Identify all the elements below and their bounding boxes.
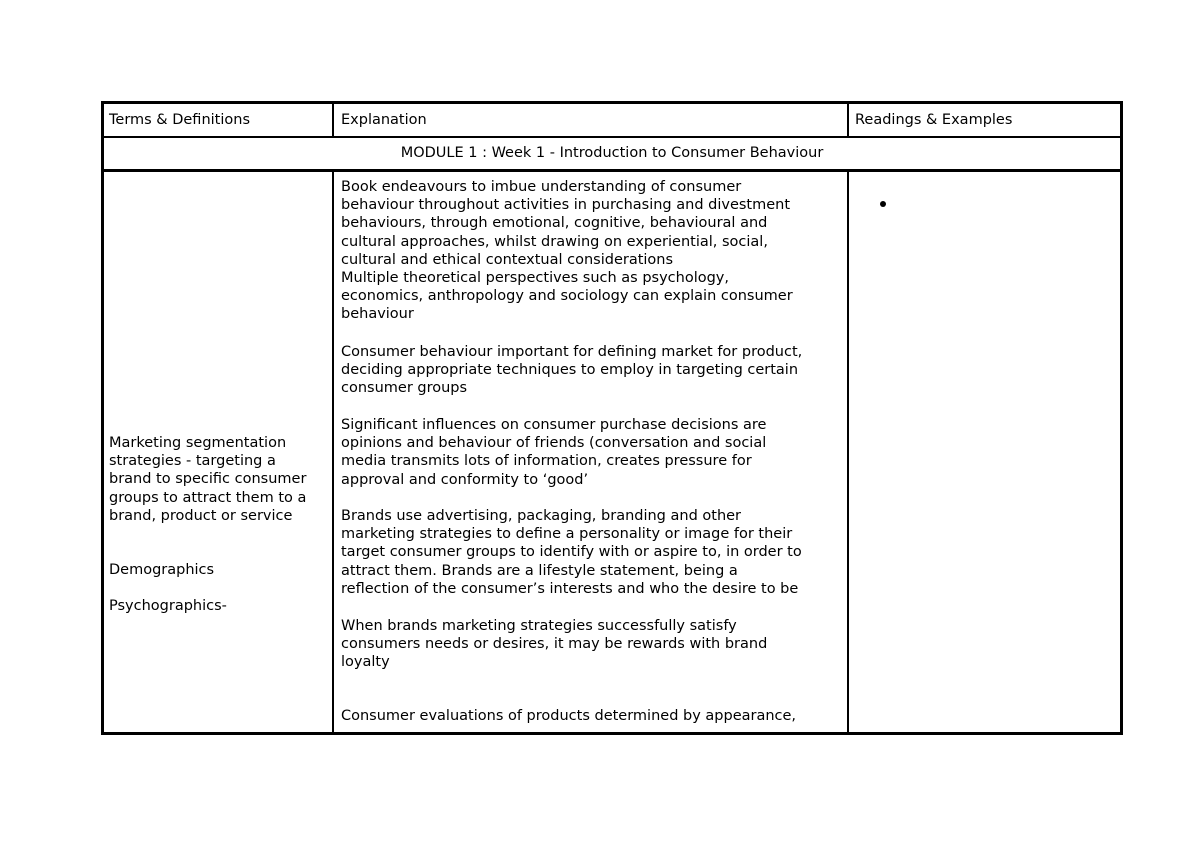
term-segmentation: Marketing segmentation strategies - targeting a brand to specific consumer groups to attract them to a brand, product or service (109, 435, 307, 524)
bullet-point (880, 201, 886, 207)
column-divider-1-body (332, 169, 334, 735)
header-explanation: Explanation (341, 112, 427, 128)
table-border-top (101, 101, 1123, 104)
explanation-paragraph-3: Significant influences on consumer purchase decisions are opinions and behaviour of friends (conversation and social media transmits lots of information, creates pressure for approval and conformity to ‘good’ (341, 417, 767, 488)
explanation-paragraph-5: When brands marketing strategies successfully satisfy consumers needs or desires, it may be rewards with brand loyalty (341, 618, 768, 671)
explanation-paragraph-2: Consumer behaviour important for defining market for product, deciding appropriate techniques to employ in targeting certain consumer groups (341, 344, 803, 397)
table-border-header-bottom (101, 136, 1123, 138)
term-psychographics: Psychographics- (109, 598, 227, 614)
table-border-module-bottom (101, 169, 1123, 172)
header-readings: Readings & Examples (855, 112, 1013, 128)
column-divider-1 (332, 101, 334, 138)
explanation-paragraph-4: Brands use advertising, packaging, branding and other marketing strategies to define a personality or image for their target consumer groups to identify with or aspire to, in order to attract them. Brands are a lifestyle statement, being a reflection of the consumer’s interests and who the desire to be (341, 508, 802, 597)
column-divider-2-body (847, 169, 849, 735)
table-border-right (1120, 101, 1123, 735)
table-border-bottom (101, 732, 1123, 735)
explanation-paragraph-1: Book endeavours to imbue understanding of consumer behaviour throughout activities in purchasing and divestment behaviours, through emotional, cognitive, behavioural and cultural approaches, whilst drawing on experiential, social, cultural and ethical contextual considerations Multiple theoretical perspectives such as psychology, economics, anthropology and sociology can explain consumer behaviour (341, 179, 793, 323)
column-divider-2 (847, 101, 849, 138)
table-border-left (101, 101, 104, 735)
explanation-paragraph-6: Consumer evaluations of products determined by appearance, (341, 708, 797, 724)
module-title: MODULE 1 : Week 1 - Introduction to Consumer Behaviour (400, 145, 824, 161)
header-terms: Terms & Definitions (109, 112, 250, 128)
term-demographics: Demographics (109, 562, 215, 578)
